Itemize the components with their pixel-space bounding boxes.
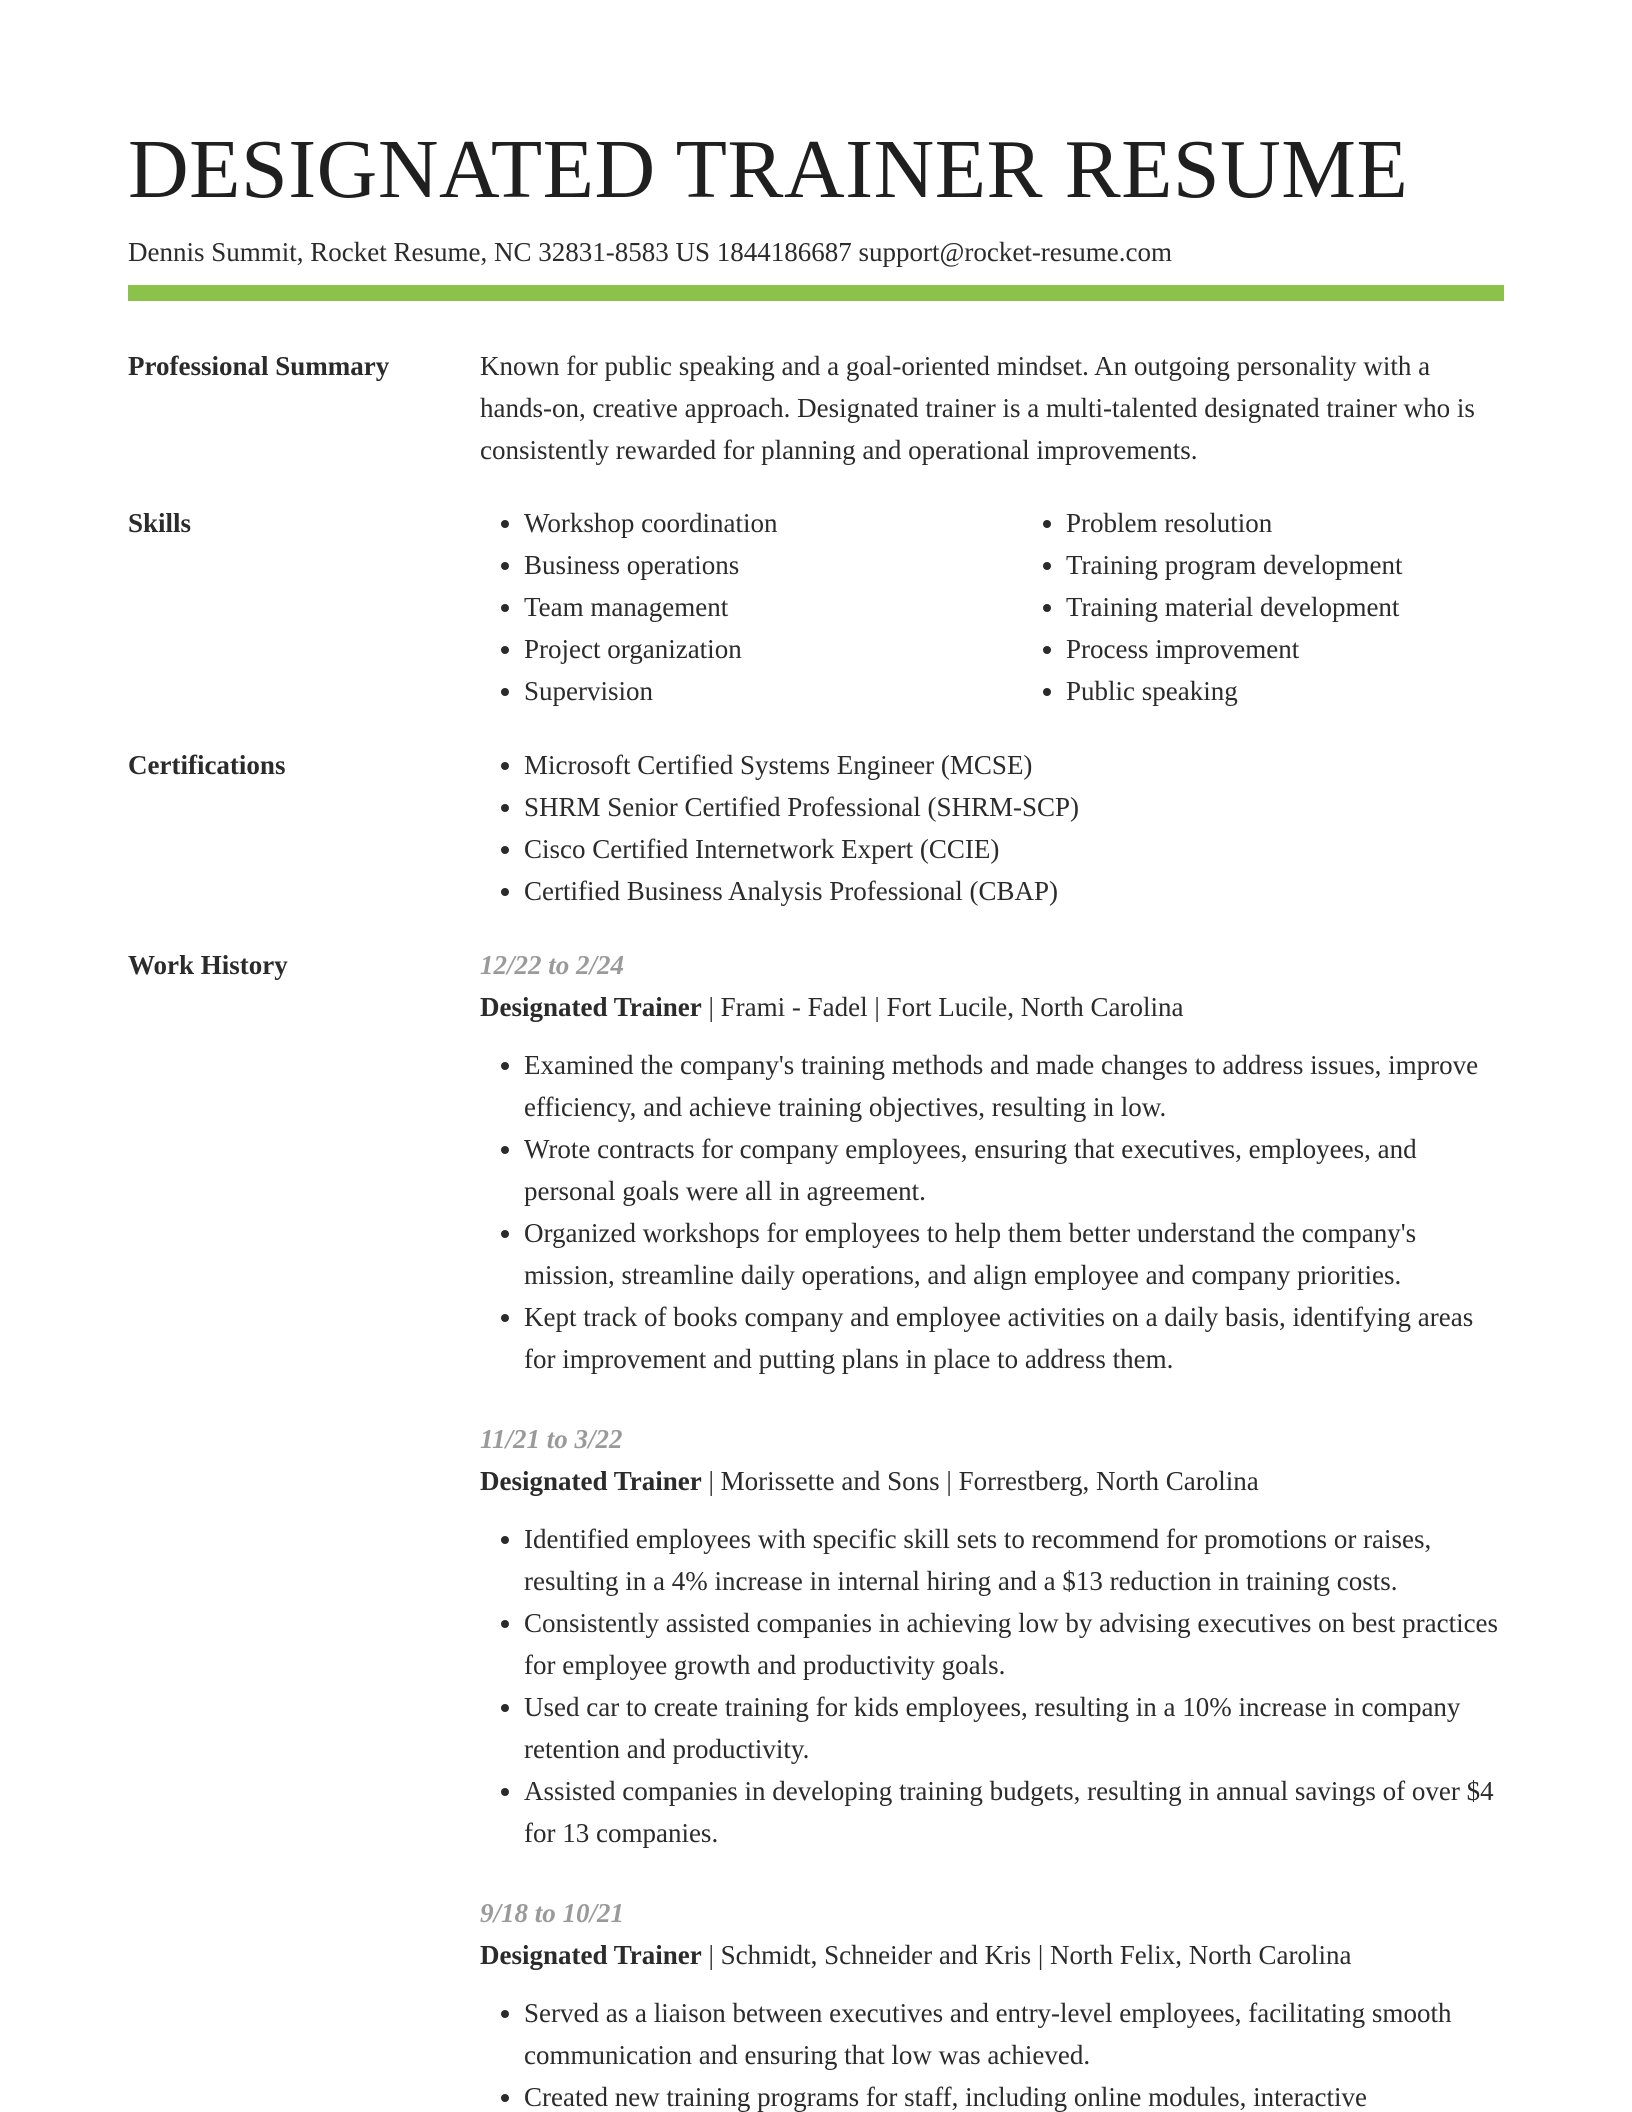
job-title: Designated Trainer (480, 992, 702, 1022)
job-entry (480, 1892, 1504, 2112)
job-bullet: • Used car to create training for kids employees, resulting in a 10% increase in company retention and productivity. (524, 1686, 1504, 1770)
certification-item: • Cisco Certified Internetwork Expert (CCIE) (524, 828, 1504, 870)
skill-item: • Workshop coordination (524, 502, 962, 544)
contact-line: Dennis Summit, Rocket Resume, NC 32831-8583 US 1844186687 support@rocket-resume.com (128, 237, 1173, 267)
resume-title: DESIGNATED TRAINER RESUME (128, 123, 1409, 216)
section-label-skills: Skills (128, 508, 192, 538)
certification-item: • SHRM Senior Certified Professional (SHRM-SCP) (524, 786, 1504, 828)
job-title-line (480, 986, 1504, 1028)
skill-item: • Project organization (524, 628, 962, 670)
job-dates: 12/22 to 2/24 (480, 950, 625, 980)
job-title-line (480, 1460, 1504, 1502)
job-location: Fort Lucile, North Carolina (886, 992, 1184, 1022)
job-separator: | (867, 992, 887, 1022)
job-bullet: • Wrote contracts for company employees, ensuring that executives, employees, and personal goals were all in agreement. (524, 1128, 1504, 1212)
skills-list-left (480, 502, 962, 712)
job-title: Designated Trainer (480, 1466, 702, 1496)
job-title: Designated Trainer (480, 1940, 702, 1970)
summary-text: Known for public speaking and a goal-oriented mindset. An outgoing personality with a hands-on, creative approach. Designated trainer is a multi-talented designated trainer who is consistently rewarded for planning and operational improvements. (480, 351, 1475, 465)
certification-item: • Certified Business Analysis Professional (CBAP) (524, 870, 1504, 912)
job-separator: | (939, 1466, 959, 1496)
certifications-body (480, 744, 1504, 912)
section-label-work-history: Work History (128, 950, 288, 980)
job-dates: 9/18 to 10/21 (480, 1898, 625, 1928)
job-bullet: • Identified employees with specific skill sets to recommend for promotions or raises, resulting in a 4% increase in internal hiring and a $13 reduction in training costs. (524, 1518, 1504, 1602)
job-bullet: • Assisted companies in developing training budgets, resulting in annual savings of over $4 for 13 companies. (524, 1770, 1504, 1854)
certification-item: • Microsoft Certified Systems Engineer (MCSE) (524, 744, 1504, 786)
job-location: Forrestberg, North Carolina (958, 1466, 1259, 1496)
section-label-certifications: Certifications (128, 750, 286, 780)
job-bullets (480, 1518, 1504, 1854)
job-dates: 11/21 to 3/22 (480, 1424, 623, 1454)
work-history-body (480, 944, 1504, 2112)
accent-divider (128, 285, 1504, 301)
skills-body (480, 502, 1504, 712)
skill-item: • Problem resolution (1066, 502, 1504, 544)
job-bullet: • Organized workshops for employees to help them better understand the company's mission, streamline daily operations, and align employee and company priorities. (524, 1212, 1504, 1296)
skill-item: • Training program development (1066, 544, 1504, 586)
job-bullets (480, 1044, 1504, 1380)
skill-item: • Team management (524, 586, 962, 628)
job-entry (480, 944, 1504, 1380)
job-bullet: • Examined the company's training methods and made changes to address issues, improve efficiency, and achieve training objectives, resulting in low. (524, 1044, 1504, 1128)
job-title-line (480, 1934, 1504, 1976)
job-bullet: • Kept track of books company and employee activities on a daily basis, identifying areas for improvement and putting plans in place to address them. (524, 1296, 1504, 1380)
section-label-summary: Professional Summary (128, 351, 390, 381)
skill-item: • Process improvement (1066, 628, 1504, 670)
job-separator: | (701, 1466, 721, 1496)
job-location: North Felix, North Carolina (1050, 1940, 1352, 1970)
job-separator: | (701, 992, 721, 1022)
skill-item: • Business operations (524, 544, 962, 586)
skill-item: • Public speaking (1066, 670, 1504, 712)
summary-body (480, 345, 1504, 471)
job-bullet: • Created new training programs for staff, including online modules, interactive (524, 2076, 1504, 2112)
certifications-list (480, 744, 1504, 912)
skill-item: • Training material development (1066, 586, 1504, 628)
job-company: Morissette and Sons (720, 1466, 940, 1496)
job-company: Schmidt, Schneider and Kris (720, 1940, 1032, 1970)
job-entry (480, 1418, 1504, 1854)
skill-item: • Supervision (524, 670, 962, 712)
job-company: Frami - Fadel (720, 992, 868, 1022)
job-separator: | (1031, 1940, 1051, 1970)
job-bullet: • Served as a liaison between executives and entry-level employees, facilitating smooth communication and ensuring that low was achieved. (524, 1992, 1504, 2076)
job-bullet: • Consistently assisted companies in achieving low by advising executives on best practices for employee growth and productivity goals. (524, 1602, 1504, 1686)
job-bullets (480, 1992, 1504, 2112)
job-separator: | (701, 1940, 721, 1970)
resume-header (128, 118, 1504, 270)
skills-list-right (1022, 502, 1504, 712)
